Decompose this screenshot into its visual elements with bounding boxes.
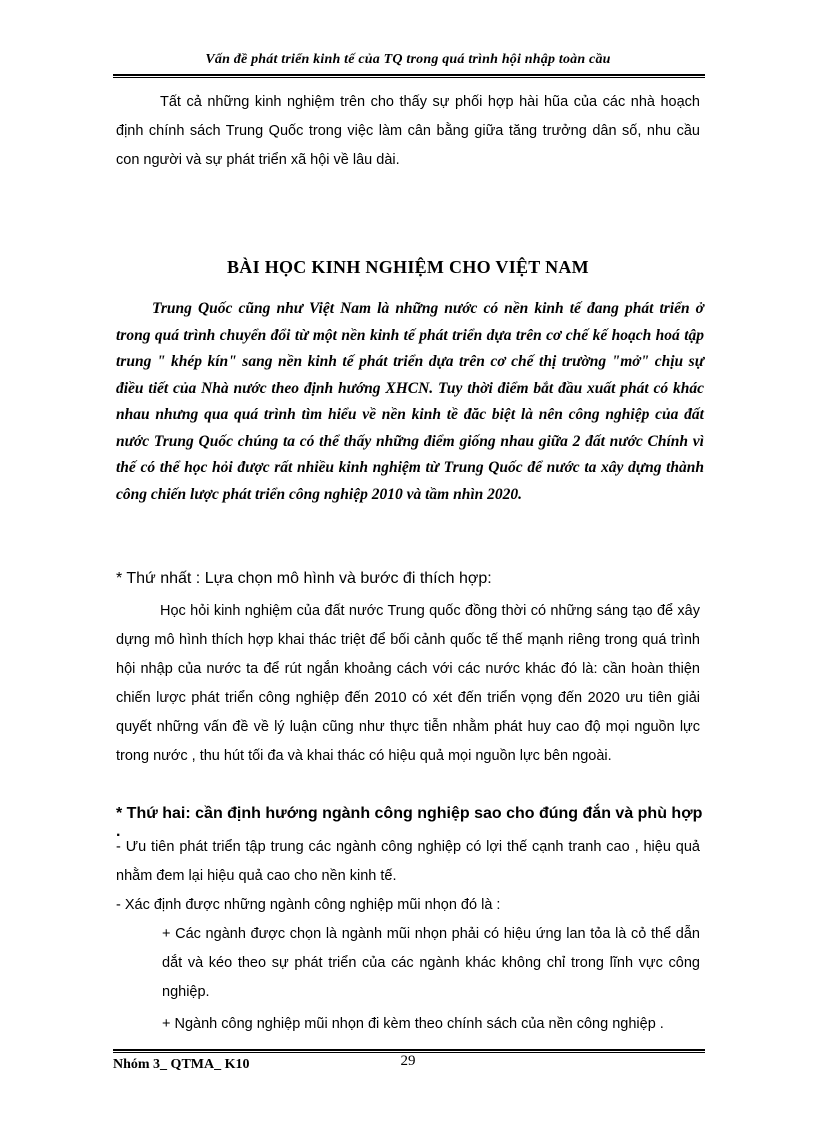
footer-rule bbox=[113, 1049, 705, 1051]
point2-item-1: - Ưu tiên phát triển tập trung các ngành công nghiệp có lợi thế cạnh tranh cao , hiệu quả nhằm đem lại hiệu quả cao cho nền kinh tế. bbox=[116, 839, 700, 884]
running-title: Vấn đề phát triển kinh tế của TQ trong quá trình hội nhập toàn cầu bbox=[205, 52, 611, 67]
footer-group-label: Nhóm 3_ QTMA_ K10 bbox=[113, 1057, 250, 1072]
section-title: BÀI HỌC KINH NGHIỆM CHO VIỆT NAM bbox=[227, 257, 589, 277]
header-rule-thin bbox=[113, 77, 705, 78]
summary-paragraph: Trung Quốc cũng như Việt Nam là những nước có nền kinh tế đang phát triển ở trong quá trình chuyển đổi từ một nền kinh tế phát triển dựa trên cơ chế kế hoạch hoá tập trung " khép kín" sang nền kinh tế phát triển dựa trên cơ chế thị trường "mở" chịu sự điều tiết của Nhà nước theo định hướng XHCN. Tuy thời điểm bắt đầu xuất phát có khác nhau nhưng qua quá trình tìm hiểu về nền kinh tề đăc biệt là nên công nghiệp của đất nước Trung Quốc chúng ta có thể thấy những điểm giống nhau giữa 2 đất nước Chính vì thế có thể học hỏi được rất nhiều kinh nghiệm từ Trung Quốc để nước ta xây dựng thành công chiến lược phát triển công nghiệp 2010 và tầm nhìn 2020. bbox=[116, 300, 704, 503]
point1-body: Học hỏi kinh nghiệm của đất nước Trung quốc đồng thời có những sáng tạo để xây dựng mô hình thích hợp khai thác triệt để bối cảnh quốc tế thế mạnh riêng trong quá trình hội nhập của nước ta để rút ngắn khoảng cách với các nước khác đó là: cần hoàn thiện chiến lược phát triển công nghiệp đến 2010 có xét đến triển vọng đến 2020 ưu tiên giải quyết những vấn đề về lý luận cũng như thực tiễn nhằm phát huy cao độ mọi nguồn lực trong nước , thu hút tối đa và khai thác có hiệu quả mọi nguồn lực bên ngoài. bbox=[116, 603, 700, 764]
point2-subitem-2: + Ngành công nghiệp mũi nhọn đi kèm theo chính sách của nền công nghiệp . bbox=[162, 1016, 664, 1032]
point2-item-2: - Xác định được những ngành công nghiệp mũi nhọn đó là : bbox=[116, 897, 501, 913]
page-number: 29 bbox=[400, 1053, 416, 1069]
header-rule bbox=[113, 74, 705, 76]
point1-heading: * Thứ nhất : Lựa chọn mô hình và bước đi thích hợp: bbox=[116, 570, 492, 587]
intro-paragraph: Tất cả những kinh nghiệm trên cho thấy sự phối hợp hài hũa của các nhà hoạch định chính sách Trung Quốc trong việc làm cân bằng giữa tăng trưởng dân số, nhu cầu con người và sự phát triển xã hội về lâu dài. bbox=[116, 94, 700, 168]
point2-subitem-1: + Các ngành được chọn là ngành mũi nhọn phải có hiệu ứng lan tỏa là cỏ thể dẫn dắt và kéo theo sự phát triển của các ngành khác không chỉ trong lĩnh vực công nghiệp. bbox=[162, 926, 700, 1000]
point2-heading: * Thứ hai: cần định hướng ngành công nghiệp sao cho đúng đắn và phù hợp . bbox=[116, 805, 703, 840]
